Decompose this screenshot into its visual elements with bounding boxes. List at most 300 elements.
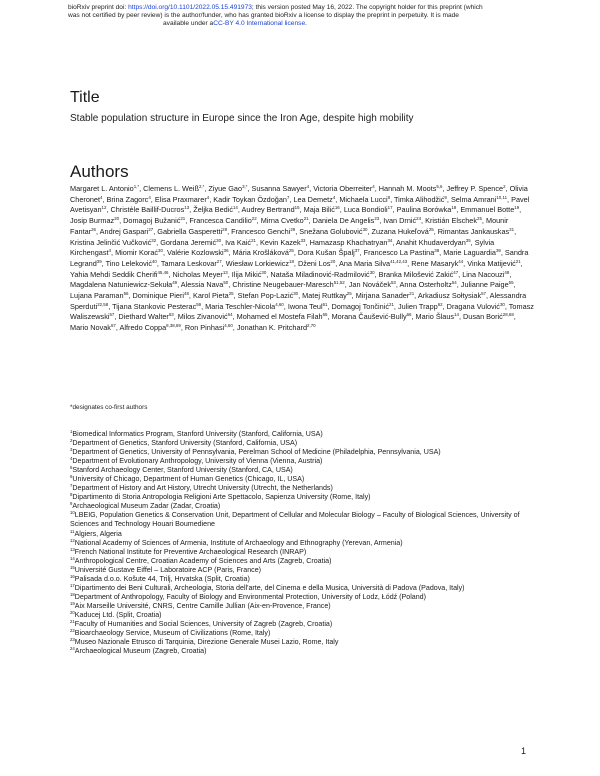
author-name: Miomir Korać — [115, 248, 159, 258]
author-affiliation-marker: 25 — [477, 216, 482, 222]
author-name: Alessandra Sperduti — [70, 291, 527, 311]
affiliation — [70, 539, 534, 548]
author-affiliation-marker: 48 — [184, 291, 189, 297]
author — [372, 227, 434, 236]
author — [237, 323, 316, 332]
authors-heading: Authors — [70, 162, 129, 181]
author — [451, 195, 507, 204]
author-name: Margaret L. Antonio — [70, 184, 134, 193]
affiliation-list — [70, 430, 534, 656]
author — [261, 216, 309, 225]
affiliation-text: Kaducej Ltd. (Split, Croatia) — [74, 610, 162, 619]
affiliation-number: 14 — [70, 555, 75, 561]
author-name: Željka Bedić — [193, 205, 233, 215]
affiliation — [70, 466, 534, 475]
author — [213, 195, 289, 204]
author-name: Christine Neugebauer-Maresch — [232, 280, 334, 290]
author — [310, 238, 393, 247]
author-affiliation-marker: 31 — [509, 226, 515, 232]
author-name: Audrey Bertrand — [241, 205, 295, 215]
page-number: 1 — [521, 746, 527, 756]
author-name: Dženi Los — [297, 258, 331, 268]
author — [379, 184, 443, 193]
author-affiliation-marker: 40 — [151, 258, 157, 264]
affiliation-text: Bioarchaeology Service, Museum of Civilizations (Rome, Italy) — [74, 629, 271, 638]
doi-link[interactable]: https://doi.org/10.1101/2022.05.15.491973 — [128, 4, 252, 11]
author — [298, 259, 335, 268]
author-affiliation-marker: 47 — [453, 269, 459, 275]
author-affiliation-marker: 8,38,69 — [166, 323, 181, 329]
affiliation — [70, 593, 534, 602]
author-affiliation-marker: 16 — [334, 205, 340, 211]
author-name: Kristina Jelinčić Vučković — [70, 237, 152, 247]
author-affiliation-marker: 55 — [508, 280, 514, 286]
author-name: Karol Pieta — [192, 291, 229, 301]
author-name: Jan Nováček — [348, 280, 391, 290]
affiliation-text: Department of History and Art History, Utrecht University (Utrecht, the Netherlands) — [72, 484, 333, 493]
author-affiliation-marker: 33 — [300, 237, 306, 243]
author-name: Milos Zivanović — [177, 312, 228, 322]
author-affiliation-marker: 64 — [227, 312, 233, 318]
author-name: Alfredo Coppa — [119, 323, 167, 333]
author — [106, 259, 157, 268]
affiliation-text: National Academy of Sciences of Armenia, Institute of Archaeology and Ethnography (Yerevan, Armenia) — [74, 538, 403, 547]
author-name: Diethard Walter — [118, 312, 169, 322]
affiliation — [70, 484, 534, 493]
author-name: Nicholas Meyer — [172, 269, 223, 279]
author — [133, 291, 189, 300]
author-affiliation-marker: 48 — [504, 269, 510, 275]
author-affiliation-marker: 30 — [216, 237, 222, 243]
author-affiliation-marker: 44 — [458, 258, 464, 264]
author-name: Kristián Elschek — [425, 216, 478, 226]
affiliation-number: 3 — [70, 447, 73, 453]
author-affiliation-marker: 4 — [306, 184, 310, 189]
paper-title: Stable population structure in Europe since the Iron Age, despite high mobility — [70, 113, 414, 124]
affiliation — [70, 448, 534, 457]
affiliation — [70, 602, 534, 611]
author-affiliation-marker: 18 — [289, 258, 294, 264]
author-name: Iva Kaić — [225, 237, 252, 247]
author-list: Margaret L. Antonio$^{1,*}$, Clemens L. Weiß$^{2,*}$, Ziyue Gao$^{3,*}$, Susanna Sawyer$^4$, Victoria Oberreiter$^4$, Hannah M. Moots$^{5,6}$, Jeffrey P. Spence$^2$, Olivia Cheronet$^4$, Brina Zagorc$^4$, Elisa Praxmarer$^4$, Kadir Toykan Özdoğan$^7$, Lea Demetz$^4$, Michaela Lucci$^8$, Timka Alihodžić$^9$, Selma Amrani$^{10,11}$, Pavel Avetisyan$^{12}$, Christèle Baillif-Ducros$^{13}$, Željka Bedić$^{14}$, Audrey Bertrand$^{15}$, Maja Bilić$^{16}$, Luca Bondioli$^{17}$, Paulina Borówka$^{18}$, Emmanuel Botte$^{19}$, Josip Burmaz$^{20}$, Domagoj Bužanić$^{21}$, Francesca Candilio$^{22}$, Mirna Cvetko$^{21}$, Daniela De Angelis$^{23}$, Ivan Drnić$^{24}$, Kristián Elschek$^{25}$, Mounir Fantar$^{26}$, Andrej Gaspari$^{27}$, Gabriella Gasperetti$^{28}$, Francesco Genchi$^{29}$, Snežana Golubović$^{30}$, Zuzana Hukeľová$^{25}$, Rimantas Jankauskas$^{31}$, Kristina Jelinčić Vučković$^{32}$, Gordana Jeremić$^{30}$, Iva Kaić$^{21}$, Kevin Kazek$^{33}$, Hamazasp Khachatryan$^{34}$, Anahit Khudaverdyan$^{35}$, Sylvia Kirchengast$^4$, Miomir Korać$^{30}$, Valérie Kozlowski$^{36}$, Mária Krošláková$^{25}$, Dora Kušan Špalj$^{37}$, Francesco La Pastina$^{38}$, Marie Laguardia$^{39}$, Sandra Legrand$^{39}$, Tino Leleković$^{40}$, Tamara Leskovar$^{27}$, Wiesław Lorkiewicz$^{18}$, Dženi Los$^{20}$, Ana Maria Silva$^{41,42,43}$, Rene Masaryk$^{44}$, Vinka Matijević$^{21}$, Yahia Mehdi Seddik Cherifi$^{45,46}$, Nicholas Meyer$^{13}$, Ilija Mikić$^{30}$, Nataša Miladinović-Radmilović$^{30}$, Branka Milošević Zakić$^{47}$, Lina Nacouzi$^{48}$, Magdalena Natuniewicz-Sekuła$^{49}$, Alessia Nava$^{50}$, Christine Neugebauer-Maresch$^{51,52}$, Jan Nováček$^{53}$, Anna Osterholtz$^{54}$, Julianne Paige$^{55}$, Lujana Paraman$^{56}$, Dominique Pieri$^{48}$, Karol Pieta$^{25}$, Stefan Pop-Lazić$^{30}$, Matej Ruttkay$^{25}$, Mirjana Sanader$^{21}$, Arkadiusz Sołtysiak$^{57}$, Alessandra Sperduti$^{22,58}$, Tijana Stankovic Pesterac$^{59}$, Maria Teschler-Nicola$^{4,60}$, Iwona Teul$^{61}$, Domagoj Tončinić$^{21}$, Julien Trapp$^{62}$, Dragana Vulović$^{30}$, Tomasz Waliszewski$^{57}$, Diethard Walter$^{63}$, Milos Zivanović$^{64}$, Mohamed el Mostefa Filah$^{65}$, Morana Čaušević-Bully$^{66}$, Mario Šlaus$^{14}$, Dusan Borić$^{28,68}$, Mario Novak$^{67}$, Alfredo Coppa$^{8,38,69}$, Ron Pinhasi$^{4,60}$, Jonathan K. Pritchard$^{2,70}$ — [70, 184, 534, 333]
affiliation-text: Department of Genetics, University of Pennsylvania, Perelman School of Medicine (Philadelphia, Pennsylvania, USA) — [72, 448, 441, 457]
author-affiliation-marker: 56 — [123, 291, 129, 297]
author-name: Morana Čaušević-Bully — [331, 312, 407, 322]
author-name: Kevin Kazek — [260, 237, 301, 247]
author-affiliation-marker: 41,42,43 — [390, 258, 408, 264]
author-name: Branka Milošević Zakić — [378, 269, 454, 279]
affiliation-number: 1 — [70, 429, 73, 434]
author-name: Kadir Toykan Özdoğan — [213, 194, 287, 204]
author-name: Gordana Jeremić — [160, 237, 217, 247]
author — [115, 248, 163, 257]
author — [120, 323, 181, 332]
author-name: Christèle Baillif-Ducros — [110, 205, 185, 215]
author-name: Domagoj Tončinić — [331, 301, 389, 311]
author-affiliation-marker: 21 — [303, 216, 309, 222]
author — [110, 205, 189, 214]
author-name: Michaela Lucci — [339, 194, 388, 204]
author-affiliation-marker: 36 — [223, 248, 229, 254]
author-affiliation-marker: 37 — [354, 248, 360, 254]
author — [205, 302, 284, 311]
header-text: available under a — [163, 20, 214, 27]
author-affiliation-marker: 15 — [294, 205, 300, 211]
affiliation-text: Anthropological Centre, Croatian Academy of Sciences and Arts (Zagreb, Croatia) — [74, 556, 332, 565]
author-affiliation-marker: 35 — [465, 237, 471, 243]
affiliation-number: 11 — [70, 528, 75, 534]
affiliation-text: Department of Anthropology, Faculty of Biology and Environmental Protection, University of Lodz, Łódź (Poland) — [74, 592, 426, 601]
author-affiliation-marker: 3,* — [242, 184, 248, 189]
author — [397, 205, 457, 214]
author — [302, 291, 352, 300]
author — [332, 302, 394, 311]
author — [181, 280, 228, 289]
author-name: Anna Osterholtz — [399, 280, 452, 290]
author-affiliation-marker: 2,* — [198, 184, 205, 189]
author — [226, 259, 294, 268]
author-name: Mario Šlaus — [415, 312, 455, 322]
author-name: Dragana Vulović — [446, 301, 500, 311]
author-affiliation-marker: 4 — [206, 194, 210, 200]
affiliation-number: 9 — [70, 501, 73, 507]
author-name: Tijana Stankovic Pesterac — [112, 301, 197, 311]
author — [467, 259, 520, 268]
author-name: Wiesław Lorkiewicz — [225, 258, 289, 268]
author-name: Brina Zagorc — [106, 194, 149, 204]
author — [416, 312, 459, 321]
author-affiliation-marker: 2 — [503, 184, 506, 189]
author — [383, 216, 421, 225]
author-affiliation-marker: 30 — [362, 226, 368, 232]
author — [339, 259, 407, 268]
author — [112, 302, 201, 311]
author-affiliation-marker: 30 — [158, 248, 163, 254]
author-affiliation-marker: 25 — [346, 291, 352, 297]
author-affiliation-marker: 4 — [108, 248, 111, 254]
author — [193, 291, 234, 300]
author — [143, 184, 204, 193]
author-affiliation-marker: 4 — [372, 184, 375, 189]
author-name: Luca Bondioli — [343, 205, 388, 215]
author-name: Francesca Candilio — [189, 216, 252, 226]
author — [70, 238, 156, 247]
affiliation — [70, 439, 534, 448]
author — [463, 312, 514, 321]
affiliation-number: 20 — [70, 609, 75, 615]
author-name: Tino Leleković — [105, 258, 152, 268]
author — [185, 323, 233, 332]
author-name: Victoria Oberreiter — [313, 184, 373, 193]
author-affiliation-marker: 9 — [444, 194, 447, 200]
author-name: Julianne Paige — [460, 280, 509, 290]
author-affiliation-marker: 63 — [168, 312, 174, 318]
author-affiliation-marker: 45,46 — [157, 269, 169, 275]
author-affiliation-marker: 21 — [515, 258, 521, 264]
author — [394, 195, 447, 204]
author-name: Rimantas Jankauskas — [437, 226, 510, 236]
author — [225, 238, 256, 247]
author-name: Anahit Khudaverdyan — [395, 237, 466, 247]
author-name: Zuzana Hukeľová — [371, 226, 429, 236]
author-name: Maja Bilić — [303, 205, 335, 215]
author-name: Dora Kušan Špalj — [297, 248, 355, 258]
author — [232, 270, 266, 279]
author — [339, 195, 390, 204]
author — [70, 184, 139, 193]
author — [461, 280, 514, 289]
author-name: Sylvia Kirchengast — [70, 237, 495, 258]
author-affiliation-marker: 50 — [223, 280, 229, 286]
author-name: Hannah M. Moots — [378, 184, 437, 193]
author — [447, 184, 506, 193]
author-affiliation-marker: 14 — [232, 205, 238, 211]
author-name: Lujana Paraman — [70, 291, 124, 301]
author-affiliation-marker: 57 — [109, 312, 115, 318]
author — [398, 302, 443, 311]
author — [173, 270, 228, 279]
author — [160, 238, 221, 247]
author-name: Matej Ruttkay — [302, 291, 347, 301]
affiliation-text: Department of Evolutionary Anthropology, University of Vienna (Vienna, Austria) — [72, 457, 323, 466]
author — [70, 216, 119, 225]
affiliation-number: 22 — [70, 628, 75, 634]
author — [438, 227, 514, 236]
affiliation — [70, 430, 534, 439]
author-name: Sandra Legrand — [70, 248, 529, 268]
author-affiliation-marker: 26 — [91, 226, 96, 232]
author-affiliation-marker: 49 — [172, 280, 178, 286]
author-name: Ron Pinhasi — [184, 323, 225, 333]
author-name: Olivia Cheronet — [70, 184, 528, 204]
author-name: Iwona Teul — [287, 301, 323, 311]
author-name: Susanna Sawyer — [251, 184, 307, 193]
author — [107, 195, 151, 204]
author — [260, 238, 305, 247]
author-affiliation-marker: 21 — [251, 237, 256, 243]
author-name: Mirna Cvetko — [260, 216, 304, 226]
author-name: Josip Burmaz — [70, 216, 115, 226]
header-text: bioRxiv preprint doi: — [68, 4, 129, 11]
license-link[interactable]: CC-BY 4.0 International license — [213, 20, 306, 27]
author — [193, 205, 238, 214]
author-affiliation-marker: 23 — [374, 216, 380, 222]
author — [349, 280, 396, 289]
header-text: ; this version posted May 16, 2022. The copyright holder for this preprint (which — [251, 4, 483, 11]
author — [237, 312, 328, 321]
author-affiliation-marker: 59 — [196, 301, 202, 307]
affiliation — [70, 557, 534, 566]
author — [157, 227, 227, 236]
affiliation — [70, 548, 534, 557]
affiliation-number: 15 — [70, 564, 75, 570]
affiliation-number: 23 — [70, 637, 75, 643]
affiliation-number: 8 — [70, 492, 73, 498]
affiliation-text: Faculty of Humanities and Social Sciences, University of Zagreb (Zagreb, Croatia) — [74, 619, 333, 628]
author — [288, 302, 328, 311]
affiliation-number: 13 — [70, 546, 75, 552]
author-name: Lina Nacouzi — [462, 269, 505, 279]
author-affiliation-marker: 7 — [286, 194, 290, 200]
author — [460, 205, 519, 214]
affiliation-number: 19 — [70, 600, 75, 606]
author-name: Lea Demetz — [293, 194, 333, 204]
author-affiliation-marker: 27 — [148, 226, 154, 232]
author-name: Jeffrey P. Spence — [446, 184, 504, 193]
affiliation-text: LBEIG, Population Genetics & Conservation Unit, Department of Cellular and Molecular Biology – Faculty of Biological Sciences, University of Sciences and Technology Houari Boumediene — [70, 511, 520, 529]
affiliation — [70, 629, 534, 638]
author — [304, 205, 340, 214]
author-name: Daniela De Angelis — [312, 216, 375, 226]
affiliation-text: Department of Genetics, Stanford University (Stanford, California, USA) — [72, 439, 298, 448]
author — [293, 195, 335, 204]
author-affiliation-marker: 51,52 — [333, 280, 345, 286]
affiliation-number: 17 — [70, 582, 75, 588]
author — [70, 270, 168, 279]
author-name: Ana Maria Silva — [338, 258, 391, 268]
author-affiliation-marker: 67 — [110, 323, 116, 329]
author-name: Timka Alihodžić — [394, 194, 445, 204]
author-name: Yahia Mehdi Seddik Cherifi — [70, 269, 158, 279]
author — [425, 216, 482, 225]
author-name: Alessia Nava — [180, 280, 224, 290]
author-name: Tamara Leskovar — [160, 258, 217, 268]
affiliation — [70, 611, 534, 620]
author-name: Paulina Borówka — [396, 205, 452, 215]
author-affiliation-marker: 21 — [180, 216, 186, 222]
author-affiliation-marker: 20 — [114, 216, 120, 222]
affiliation-text: Museo Nazionale Etrusco di Tarquinia, Direzione Generale Musei Lazio, Rome, Italy — [74, 638, 339, 647]
author-name: Mohamed el Mostefa Filah — [236, 312, 323, 322]
title-heading: Title — [70, 89, 100, 106]
author-affiliation-marker: 21 — [409, 291, 415, 297]
author-name: Rene Masaryk — [411, 258, 459, 268]
author-affiliation-marker: 25 — [428, 226, 434, 232]
author-affiliation-marker: 25 — [228, 291, 234, 297]
preprint-header — [68, 4, 548, 28]
author — [118, 312, 173, 321]
affiliation-number: 16 — [70, 573, 75, 579]
affiliation-number: 18 — [70, 591, 75, 597]
author-affiliation-marker: 30 — [261, 269, 267, 275]
author-name: Pavel Avetisyan — [70, 194, 530, 215]
author-affiliation-marker: 1,* — [133, 184, 140, 189]
author-affiliation-marker: 4 — [100, 194, 103, 200]
author-name: Maria Teschler-Nicola — [205, 301, 276, 311]
header-line-1 — [68, 4, 548, 12]
author-affiliation-marker: 17 — [387, 205, 393, 211]
author-affiliation-marker: 53 — [390, 280, 396, 286]
author — [238, 291, 298, 300]
author-affiliation-marker: 27 — [216, 258, 222, 264]
author-affiliation-marker: 66 — [406, 312, 412, 318]
author-name: Hamazasp Khachatryan — [309, 237, 388, 247]
affiliation-text: Palisada d.o.o. Košute 44, Trilj, Hrvatska (Split, Croatia) — [74, 574, 250, 583]
author — [298, 248, 360, 257]
author — [462, 270, 509, 279]
author — [231, 227, 295, 236]
author — [356, 291, 414, 300]
author-name: Jonathan K. Pritchard — [236, 323, 308, 333]
author-affiliation-marker: 65 — [322, 312, 328, 318]
author-affiliation-marker: 57 — [481, 291, 486, 297]
author-affiliation-marker: 28,68 — [502, 312, 514, 318]
author-affiliation-marker: 28 — [222, 226, 228, 232]
author-name: Vinka Matijević — [467, 258, 516, 268]
author-name: Domagoj Bužanić — [123, 216, 181, 226]
affiliation — [70, 530, 534, 539]
author — [70, 323, 116, 332]
author-name: Dusan Borić — [463, 312, 503, 322]
affiliation-text: Université Gustave Eiffel – Laboratoire ACP (Paris, France) — [74, 565, 262, 574]
affiliation-text: Dipartimento dei Beni Culturali, Archeologia, Storia dell'arte, del Cinema e della Musica, Università di Padova (Padova, Italy) — [74, 583, 465, 592]
author — [447, 302, 505, 311]
author — [411, 259, 463, 268]
author-affiliation-marker: 32 — [151, 237, 157, 243]
author-affiliation-marker: 22,58 — [97, 301, 109, 307]
author — [418, 291, 486, 300]
author-name: Andrej Gaspari — [99, 226, 149, 236]
author-name: Tomasz Waliszewski — [70, 301, 534, 322]
affiliation-text: French National Institute for Preventive Archaeological Research (INRAP) — [74, 547, 307, 556]
author-name: Gabriella Gasperetti — [157, 226, 223, 236]
affiliation — [70, 647, 534, 656]
affiliation — [70, 575, 534, 584]
author-affiliation-marker: 24 — [416, 216, 422, 222]
affiliation-text: Archaeological Museum Zadar (Zadar, Croatia) — [72, 502, 221, 511]
affiliation-text: Aix Marseille Université, CNRS, Centre Camille Jullian (Aix-en-Provence, France) — [74, 601, 331, 610]
cofirst-note: *designates co-first authors — [70, 404, 148, 411]
author-name: Elisa Praxmarer — [154, 194, 207, 204]
author — [396, 238, 471, 247]
author-affiliation-marker: 19 — [514, 205, 520, 211]
author-name: Marie Laguardia — [443, 248, 496, 258]
affiliation — [70, 566, 534, 575]
affiliation-number: 5 — [70, 465, 73, 471]
author-affiliation-marker: 4,60 — [224, 323, 233, 329]
header-line-3 — [68, 20, 548, 28]
author-affiliation-marker: 39 — [495, 248, 501, 254]
affiliation-text: Biomedical Informatics Program, Stanford University (Stanford, California, USA) — [72, 430, 323, 438]
author-affiliation-marker: 38 — [434, 248, 440, 254]
author-name: Selma Amrani — [450, 194, 497, 204]
author — [364, 248, 439, 257]
author-name: Francesco Genchi — [231, 226, 291, 236]
author-name: Valérie Kozlowski — [167, 248, 224, 258]
author-name: Mária Krošláková — [232, 248, 289, 258]
author — [167, 248, 229, 257]
author — [270, 270, 374, 279]
affiliation-number: 2 — [70, 438, 73, 444]
affiliation-text: Dipartimento di Storia Antropologia Religioni Arte Spettacolo, Sapienza University (Rome, Italy) — [72, 493, 371, 502]
author-affiliation-marker: 21 — [389, 301, 394, 307]
author-name: Emmanuel Botte — [460, 205, 515, 215]
affiliation-number: 21 — [70, 618, 75, 624]
author-affiliation-marker: 30 — [369, 269, 375, 275]
author — [178, 312, 233, 321]
author-name: Clemens L. Weiß — [143, 184, 199, 193]
header-text: . — [305, 20, 307, 27]
author-name: Ilija Mikić — [231, 269, 262, 279]
affiliation-number: 4 — [70, 456, 73, 462]
affiliation-number: 7 — [70, 483, 73, 489]
author — [232, 280, 344, 289]
author — [161, 259, 222, 268]
author-affiliation-marker: 61 — [322, 301, 328, 307]
author — [189, 216, 256, 225]
author-name: Julien Trapp — [397, 301, 438, 311]
author-name: Mario Novak — [70, 323, 111, 333]
